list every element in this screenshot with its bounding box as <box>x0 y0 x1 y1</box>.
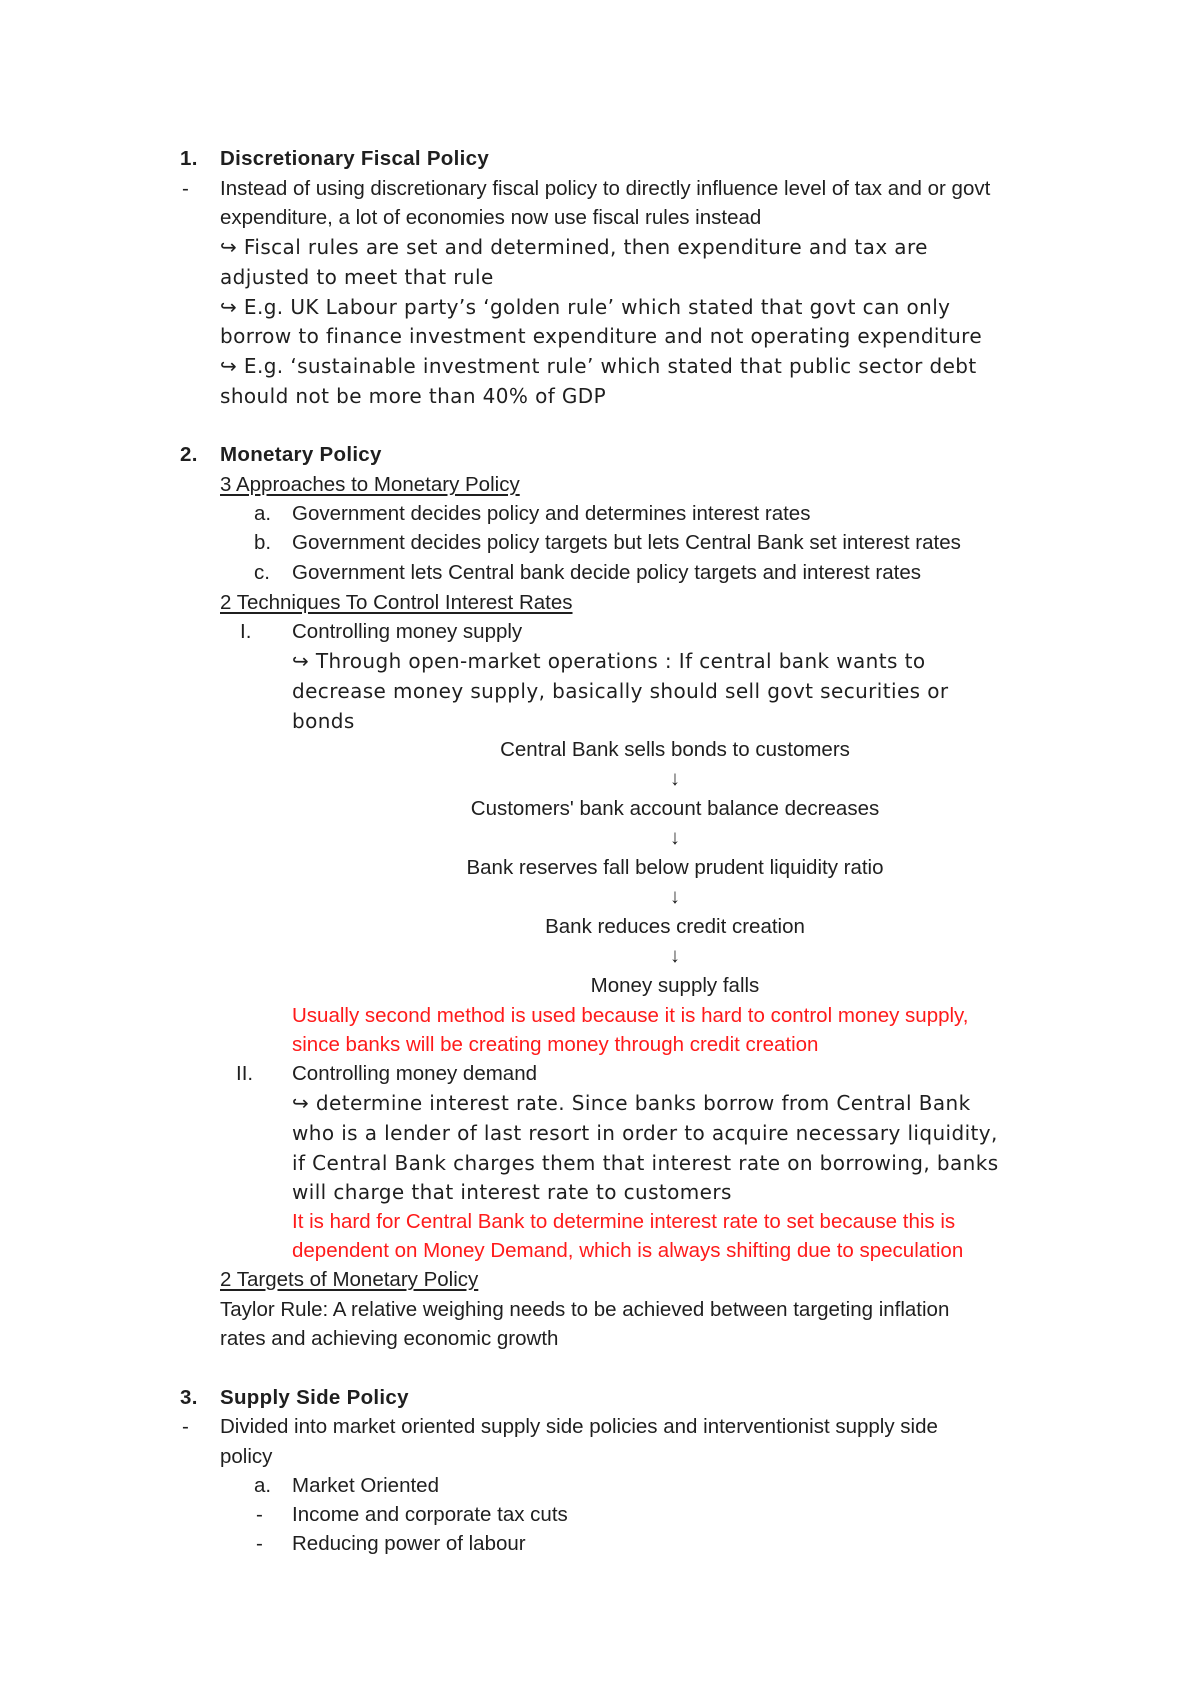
down-arrow-icon: ↓ <box>669 885 681 908</box>
section-1-note-2-line-1: ↪ E.g. UK Labour party’s ‘golden rule’ which stated that govt can only <box>220 295 951 319</box>
down-arrow-icon: ↓ <box>669 767 681 790</box>
technique-2-note-line-2: who is a lender of last resort in order to acquire necessary liquidity, <box>292 1121 998 1145</box>
section-2-title: Monetary Policy <box>220 443 382 466</box>
down-arrow-icon: ↓ <box>669 826 681 849</box>
flow-step: Money supply falls <box>590 974 760 997</box>
section-1-intro-line-2: expenditure, a lot of economies now use fiscal rules instead <box>220 206 762 229</box>
section-3-intro-line-2: policy <box>220 1445 273 1468</box>
section-1-note-1-line-1: ↪ Fiscal rules are set and determined, then expenditure and tax are <box>220 235 928 259</box>
technique-1-title: Controlling money supply <box>292 620 523 643</box>
section-1-number: 1. <box>180 147 198 170</box>
flow-step: Bank reduces credit creation <box>545 915 805 938</box>
section-1-note-1-line-2: adjusted to meet that rule <box>220 265 494 289</box>
list-item-marker: - <box>256 1503 263 1526</box>
section-1-intro-line-1: Instead of using discretionary fiscal policy to directly influence level of tax and or govt <box>220 177 991 200</box>
approach-marker: a. <box>254 502 272 525</box>
list-item: Income and corporate tax cuts <box>292 1503 568 1526</box>
taylor-rule-line-1: Taylor Rule: A relative weighing needs to be achieved between targeting inflation <box>220 1298 950 1321</box>
approach-marker: b. <box>254 531 272 554</box>
techniques-heading: 2 Techniques To Control Interest Rates <box>220 591 573 614</box>
section-1-dash: - <box>182 177 189 200</box>
technique-2-note-line-4: will charge that interest rate to customers <box>292 1180 732 1204</box>
section-1-note-3-line-2: should not be more than 40% of GDP <box>220 384 607 408</box>
section-3-sub-title: Market Oriented <box>292 1474 439 1497</box>
highlight-note-1-line-1: Usually second method is used because it is hard to control money supply, <box>292 1004 969 1027</box>
approaches-heading: 3 Approaches to Monetary Policy <box>220 473 520 496</box>
technique-1-marker: I. <box>240 620 252 643</box>
targets-heading: 2 Targets of Monetary Policy <box>220 1268 479 1291</box>
technique-1-note-line-2: decrease money supply, basically should sell govt securities or <box>292 679 949 703</box>
approach-item: Government decides policy targets but lets Central Bank set interest rates <box>292 531 961 554</box>
section-1-note-2-line-2: borrow to finance investment expenditure and not operating expenditure <box>220 324 983 348</box>
flow-step: Customers' bank account balance decreases <box>470 797 880 820</box>
approach-marker: c. <box>254 561 270 584</box>
section-3-number: 3. <box>180 1386 198 1409</box>
highlight-note-2-line-1: It is hard for Central Bank to determine interest rate to set because this is <box>292 1210 956 1233</box>
technique-1-note-line-3: bonds <box>292 709 355 733</box>
flow-step: Central Bank sells bonds to customers <box>500 738 850 761</box>
technique-1-note-line-1: ↪ Through open-market operations : If central bank wants to <box>292 649 926 673</box>
section-2-number: 2. <box>180 443 198 466</box>
section-3-title: Supply Side Policy <box>220 1386 409 1409</box>
technique-2-note-line-3: if Central Bank charges them that interest rate on borrowing, banks <box>292 1151 999 1175</box>
technique-2-marker: II. <box>236 1062 254 1085</box>
highlight-note-2-line-2: dependent on Money Demand, which is always shifting due to speculation <box>292 1239 964 1262</box>
down-arrow-icon: ↓ <box>669 944 681 967</box>
list-item-marker: - <box>256 1532 263 1555</box>
list-item: Reducing power of labour <box>292 1532 526 1555</box>
taylor-rule-line-2: rates and achieving economic growth <box>220 1327 559 1350</box>
flow-step: Bank reserves fall below prudent liquidity ratio <box>466 856 884 879</box>
section-3-dash: - <box>182 1415 189 1438</box>
approach-item: Government lets Central bank decide policy targets and interest rates <box>292 561 921 584</box>
technique-2-title: Controlling money demand <box>292 1062 537 1085</box>
section-3-sub-marker: a. <box>254 1474 272 1497</box>
section-1-title: Discretionary Fiscal Policy <box>220 147 490 170</box>
section-3-intro-line-1: Divided into market oriented supply side policies and interventionist supply side <box>220 1415 938 1438</box>
approach-item: Government decides policy and determines interest rates <box>292 502 811 525</box>
technique-2-note-line-1: ↪ determine interest rate. Since banks borrow from Central Bank <box>292 1091 971 1115</box>
highlight-note-1-line-2: since banks will be creating money through credit creation <box>292 1033 819 1056</box>
section-1-note-3-line-1: ↪ E.g. ‘sustainable investment rule’ which stated that public sector debt <box>220 354 977 378</box>
